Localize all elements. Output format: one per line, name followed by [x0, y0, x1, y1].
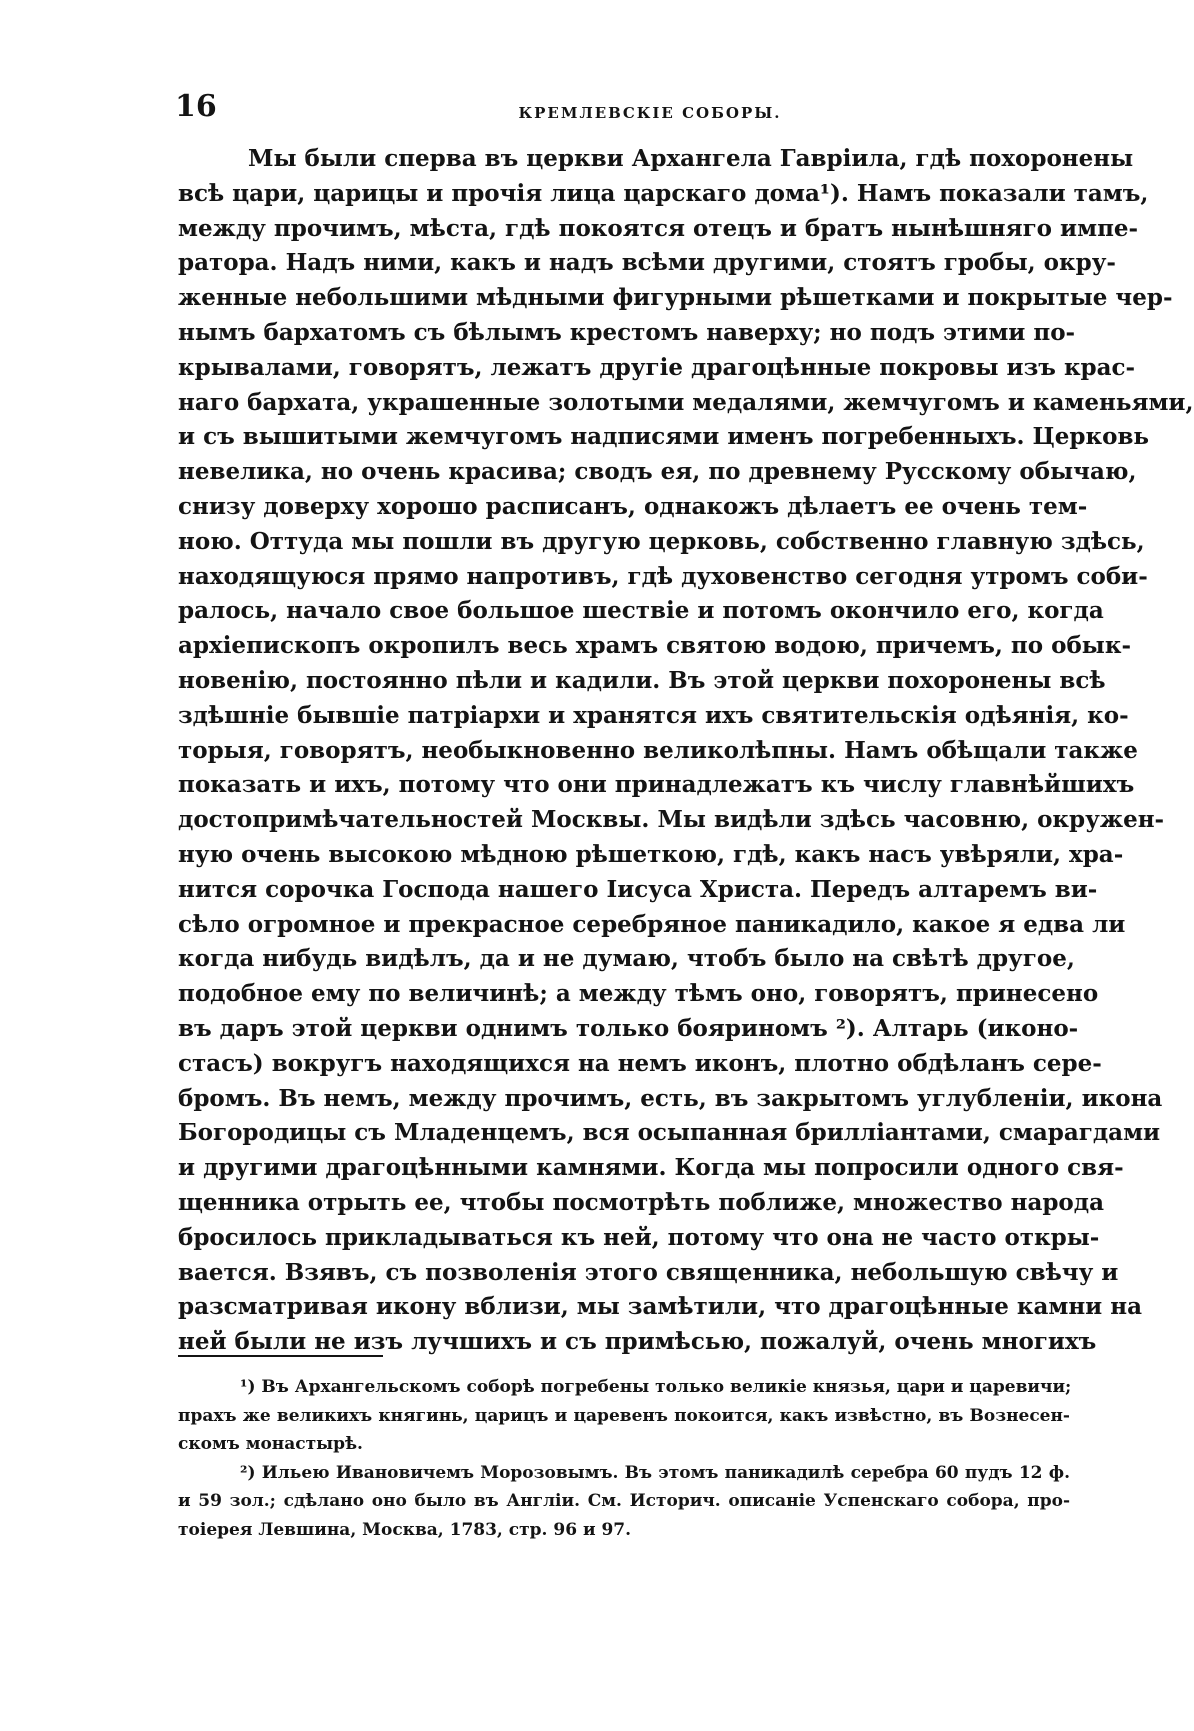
footnotes: [178, 1373, 1070, 1544]
main-text: [178, 142, 1194, 1360]
text-line: вается. Взявъ, съ позволенія этого священника, небольшую свѣчу и: [178, 1258, 1119, 1286]
text-line: когда нибудь видѣлъ, да и не думаю, чтобъ было на свѣтѣ другое,: [178, 945, 1075, 973]
footnote-line: ¹) Въ Архангельскомъ соборѣ погребены только великіе князья, цари и царевичи;: [240, 1377, 1072, 1397]
footnote-line: тоіерея Левшина, Москва, 1783, стр. 96 и 97.: [178, 1519, 632, 1540]
text-line: въ даръ этой церкви однимъ только бояриномъ ²). Алтарь (иконо-: [178, 1014, 1079, 1042]
text-line: разсматривая икону вблизи, мы замѣтили, что драгоцѣнные камни на: [178, 1293, 1142, 1321]
text-line: щенника отрыть ее, чтобы посмотрѣть поближе, множество народа: [178, 1188, 1105, 1216]
footnote-divider: [178, 1355, 383, 1357]
text-line: бромъ. Въ немъ, между прочимъ, есть, въ закрытомъ углубленіи, икона: [178, 1084, 1163, 1112]
text-line: между прочимъ, мѣста, гдѣ покоятся отецъ и братъ нынѣшняго импе-: [178, 214, 1139, 242]
running-title: КРЕМЛЕВСКІЕ СОБОРЫ.: [518, 104, 782, 122]
text-line: и съ вышитыми жемчугомъ надписями именъ погребенныхъ. Церковь: [178, 423, 1150, 451]
footnote-line: и 59 зол.; сдѣлано оно было въ Англіи. См. Историч. описаніе Успенскаго собора, про-: [178, 1491, 1070, 1511]
text-line: ратора. Надъ ними, какъ и надъ всѣми другими, стоятъ гробы, окру-: [178, 249, 1116, 277]
text-line: и другими драгоцѣнными камнями. Когда мы попросили одного свя-: [178, 1154, 1124, 1182]
text-line: сѣло огромное и прекрасное серебряное паникадило, какое я едва ли: [178, 910, 1126, 938]
text-line: крывалами, говорятъ, лежатъ другіе драгоцѣнные покровы изъ крас-: [178, 353, 1136, 381]
text-line: женные небольшими мѣдными фигурными рѣшетками и покрытые чер-: [178, 284, 1173, 312]
text-line: архіепископъ окропилъ весь храмъ святою водою, причемъ, по обык-: [178, 632, 1132, 660]
footnote-line: скомъ монастырѣ.: [178, 1434, 363, 1454]
text-line: Богородицы съ Младенцемъ, вся осыпанная брилліантами, смарагдами: [178, 1119, 1161, 1147]
text-line: ралось, начало свое большое шествіе и потомъ окончило его, когда: [178, 597, 1104, 625]
text-line: невелика, но очень красива; сводъ ея, по древнему Русскому обычаю,: [178, 458, 1137, 486]
text-line: достопримѣчательностей Москвы. Мы видѣли здѣсь часовню, окружен-: [178, 806, 1165, 834]
footnote-line: прахъ же великихъ княгинь, царицъ и царевенъ покоится, какъ извѣстно, въ Вознесен-: [178, 1405, 1070, 1426]
text-line: снизу доверху хорошо расписанъ, однакожъ дѣлаетъ ее очень тем-: [178, 492, 1088, 520]
page-number: 16: [175, 89, 217, 124]
text-line: нымъ бархатомъ съ бѣлымъ крестомъ наверху; но подъ этими по-: [178, 318, 1076, 346]
text-line: подобное ему по величинѣ; а между тѣмъ оно, говорятъ, принесено: [178, 980, 1099, 1008]
text-line: торыя, говорятъ, необыкновенно великолѣпны. Намъ обѣщали также: [178, 736, 1138, 764]
text-line: нится сорочка Господа нашего Іисуса Христа. Передъ алтаремъ ви-: [178, 875, 1098, 903]
text-line: показать и ихъ, потому что они принадлежатъ къ числу главнѣйшихъ: [178, 771, 1135, 799]
text-line: стасъ) вокругъ находящихся на немъ иконъ, плотно обдѣланъ сере-: [178, 1049, 1102, 1077]
text-line: всѣ цари, царицы и прочія лица царскаго дома¹). Намъ показали тамъ,: [178, 179, 1149, 207]
text-line: бросилось прикладываться къ ней, потому что она не часто откры-: [178, 1223, 1100, 1251]
text-line: Мы были сперва въ церкви Архангела Гавріила, гдѣ похоронены: [248, 145, 1134, 172]
text-line: находящуюся прямо напротивъ, гдѣ духовенство сегодня утромъ соби-: [178, 562, 1148, 590]
footnote-line: ²) Ильею Ивановичемъ Морозовымъ. Въ этомъ паникадилѣ серебра 60 пудъ 12 ф.: [240, 1462, 1070, 1483]
text-line: ною. Оттуда мы пошли въ другую церковь, собственно главную здѣсь,: [178, 527, 1145, 555]
text-line: наго бархата, украшенные золотыми медалями, жемчугомъ и каменьями,: [178, 388, 1194, 416]
text-line: ную очень высокою мѣдною рѣшеткою, гдѣ, какъ насъ увѣряли, хра-: [178, 840, 1124, 868]
text-line: ней были не изъ лучшихъ и съ примѣсью, пожалуй, очень многихъ: [178, 1328, 1097, 1356]
text-line: новенію, постоянно пѣли и кадили. Въ этой церкви похоронены всѣ: [178, 666, 1106, 694]
text-line: здѣшніе бывшіе патріархи и хранятся ихъ святительскія одѣянія, ко-: [178, 701, 1129, 729]
